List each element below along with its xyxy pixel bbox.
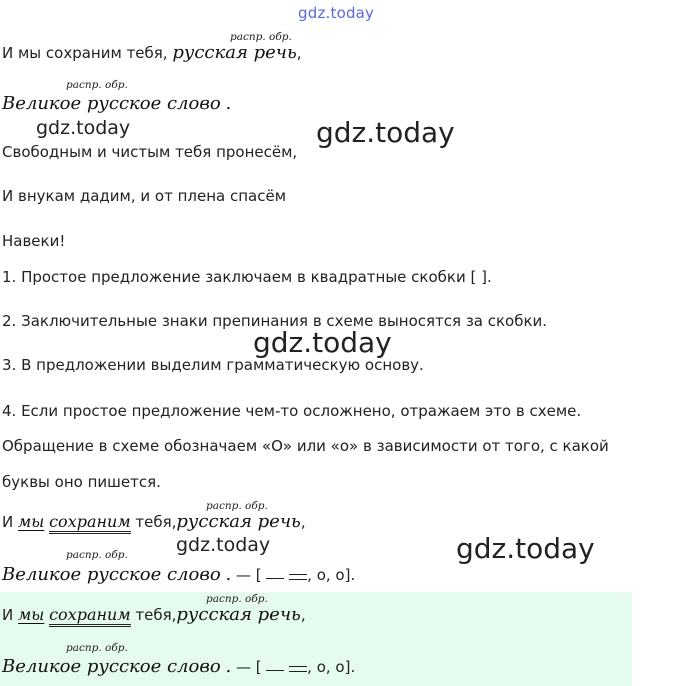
example1-dash: — [235,566,251,584]
rule-1: 1. Простое предложение заключаем в квадратные скобки [ ]. [2,268,492,286]
note-4: распр. обр. [66,549,128,561]
predicate-mark [289,566,307,580]
note-2: распр. обр. [66,79,128,91]
rule-4: 4. Если простое предложение чем-то осложнено, отражаем это в схеме. [2,402,582,420]
watermark-1: gdz.today [36,117,131,139]
example2-predicate: сохраним [49,605,131,627]
example1-comma: , [300,513,306,531]
note-1: распр. обр. [230,31,292,43]
rule-4-continued-1: Обращение в схеме обозначаем «О» или «о» в зависимости от того, с какой [2,437,609,455]
subject-mark-2 [266,658,284,672]
watermark-top: gdz.today [298,4,375,22]
rule-3: 3. В предложении выделим грамматическую основу. [2,356,424,374]
poem-line-2 [2,93,231,114]
example2-subject: мы [18,605,45,624]
line2-suffix: . [225,93,232,114]
note-5: распр. обр. [206,593,268,605]
watermark-2: gdz.today [316,116,455,149]
example2-object: тебя, [135,606,177,624]
example1-scheme-tail: , о, о]. [307,566,356,584]
example2-comma: , [300,606,306,624]
example1-word-i: И [2,513,14,531]
watermark-3: gdz.today [253,326,392,359]
watermark-4: gdz.today [176,534,271,556]
poem-line-4: И внукам дадим, и от плена спасём [2,187,287,205]
example1-line2 [2,564,355,585]
example2-scheme-tail: , о, о]. [307,658,356,676]
example1-line1 [2,511,306,532]
example2-address2: Великое русское слово [2,656,221,677]
example1-subject: мы [18,512,45,531]
watermark-5: gdz.today [456,532,595,565]
subject-mark [266,566,284,580]
example1-bracket-open: [ [255,566,262,584]
example2-line2 [2,656,355,677]
example2-address1: русская речь [176,604,301,625]
rule-4-continued-2: буквы оно пишется. [2,473,161,491]
note-6: распр. обр. [66,642,128,654]
rule-2: 2. Заключительные знаки препинания в схеме выносятся за скобки. [2,312,548,330]
line1-suffix: , [296,44,302,62]
example2-word-i: И [2,606,14,624]
example1-address2: Великое русское слово [2,564,221,585]
example1-object: тебя, [135,513,177,531]
example1-dot: . [225,564,232,585]
example2-dash: — [235,658,251,676]
predicate-mark-2 [289,658,307,672]
example2-bracket-open: [ [255,658,262,676]
line1-address: русская речь [172,42,297,63]
example1-address1: русская речь [176,511,301,532]
poem-line-5: Навеки! [2,232,66,250]
example2-dot: . [225,656,232,677]
example2-line1 [2,604,306,625]
line1-prefix: И мы сохраним тебя, [2,44,168,62]
note-3: распр. обр. [206,500,268,512]
line2-address: Великое русское слово [2,93,221,114]
poem-line-3: Свободным и чистым тебя пронесём, [2,143,298,161]
example1-predicate: сохраним [49,512,131,534]
poem-line-1 [2,42,302,63]
